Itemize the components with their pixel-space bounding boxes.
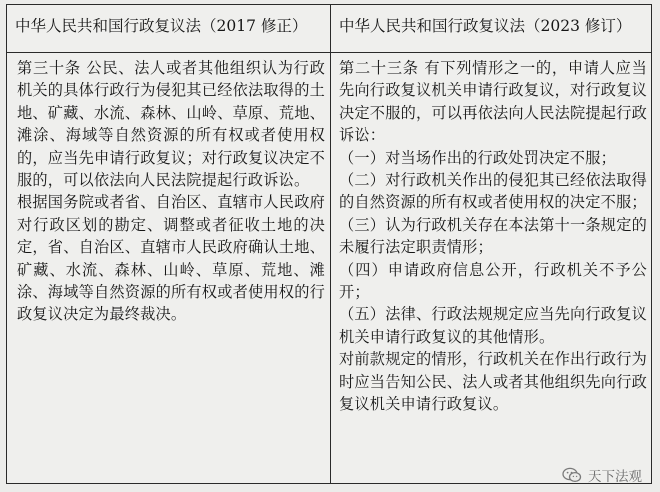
article-23-closing: 对前款规定的情形，行政机关在作出行政行为时应当告知公民、法人或者其他组织先向行政复议机关申请行政复议。: [339, 350, 647, 414]
article-23-intro: 第二十三条 有下列情形之一的，申请人应当先向行政复议机关申请行政复议，对行政复议决定不服的，可以再依法向人民法院提起行政诉讼：: [339, 59, 647, 145]
header-2017: 中华人民共和国行政复议法（2017 修正）: [15, 17, 308, 35]
column-divider: [330, 5, 331, 483]
watermark-text: 天下法观: [588, 469, 642, 485]
article-23-item-4: （四）申请政府信息公开，行政机关不予公开；: [339, 260, 647, 302]
left-column-2017: [17, 57, 325, 326]
header-divider: [7, 52, 651, 53]
article-23-item-3: （三）认为行政机关存在本法第十一条规定的未履行法定职责情形；: [339, 215, 647, 257]
header-2023: 中华人民共和国行政复议法（2023 修订）: [339, 17, 632, 35]
article-23-item-5: （五）法律、行政法规规定应当先向行政复议机关申请行政复议的其他情形。: [339, 305, 647, 346]
article-30-paragraph-1: 第三十条 公民、法人或者其他组织认为行政机关的具体行政行为侵犯其已经依法取得的土地、矿藏、水流、森林、山岭、草原、荒地、滩涂、海域等自然资源的所有权或者使用权的，应当先申请行政复议；对行政复议决定不服的，可以依法向人民法院提起行政诉讼。: [17, 59, 325, 190]
watermark: [562, 464, 642, 486]
right-column-2023: [339, 57, 647, 416]
comparison-table: [6, 4, 652, 484]
wechat-icon: [562, 467, 582, 483]
article-23-item-1: （一）对当场作出的行政处罚决定不服；: [339, 148, 616, 167]
article-30-paragraph-2: 根据国务院或者省、自治区、直辖市人民政府对行政区划的勘定、调整或者征收土地的决定，省、自治区、直辖市人民政府确认土地、矿藏、水流、森林、山岭、草原、荒地、滩涂、海域等自然资源的所有权或者使用权的行政复议决定为最终裁决。: [17, 193, 325, 324]
article-23-item-2: （二）对行政机关作出的侵犯其已经依法取得的自然资源的所有权或者使用权的决定不服；: [339, 171, 647, 212]
